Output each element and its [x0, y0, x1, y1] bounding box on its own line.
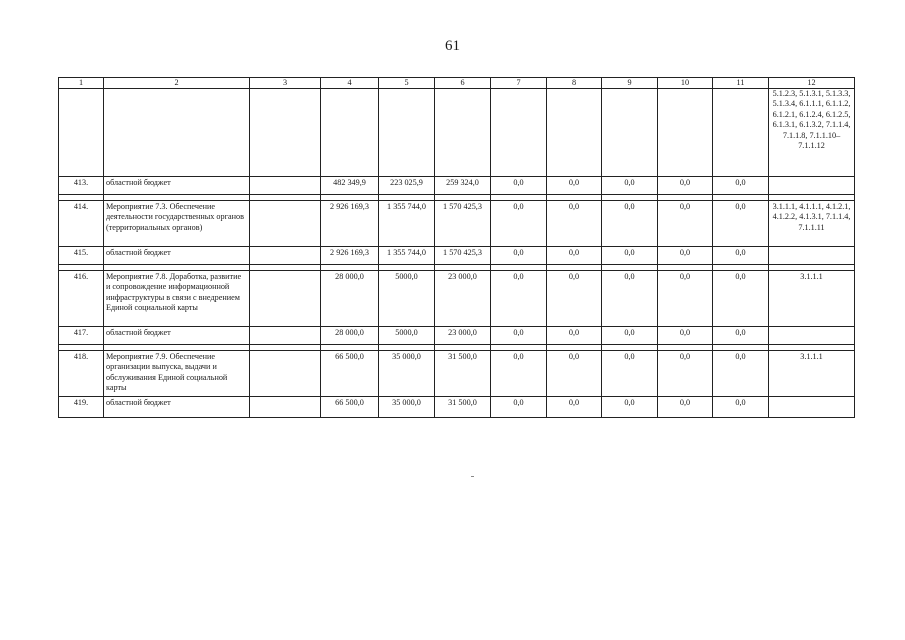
cell-col8: 0,0	[547, 397, 602, 418]
row-number: 416.	[59, 271, 104, 327]
cell-col9: 0,0	[602, 201, 658, 247]
row-name: Мероприятие 7.8. Доработка, развитие и сопровождение информационной инфраструктуры в связи с внедрением Единой социальной карты	[104, 271, 250, 327]
cell-col8: 0,0	[547, 247, 602, 265]
budget-table	[58, 77, 855, 418]
cell-col10: 0,0	[658, 351, 713, 397]
cell-col8: 0,0	[547, 201, 602, 247]
cell-col6: 31 500,0	[435, 351, 491, 397]
cell-col11: 0,0	[713, 247, 769, 265]
cell-col10: 0,0	[658, 397, 713, 418]
cell-col8: 0,0	[547, 351, 602, 397]
cell-col7: 0,0	[491, 351, 547, 397]
cell-col6: 1 570 425,3	[435, 247, 491, 265]
cell-col10: 0,0	[658, 327, 713, 345]
cell-total: 28 000,0	[321, 327, 379, 345]
row-number: 413.	[59, 177, 104, 195]
row-number: 417.	[59, 327, 104, 345]
cell-total: 66 500,0	[321, 351, 379, 397]
header-cell: 5	[379, 78, 435, 89]
header-cell: 12	[769, 78, 855, 89]
cell-col11: 0,0	[713, 271, 769, 327]
cell-refs: 3.1.1.1	[769, 351, 855, 397]
cell-col9: 0,0	[602, 177, 658, 195]
cell-total: 66 500,0	[321, 397, 379, 418]
cell-col8: 0,0	[547, 177, 602, 195]
cell-col3	[250, 271, 321, 327]
header-cell: 7	[491, 78, 547, 89]
cell-refs: 3.1.1.1, 4.1.1.1, 4.1.2.1, 4.1.2.2, 4.1.3.1, 7.1.1.4, 7.1.1.11	[769, 201, 855, 247]
cell-col6: 259 324,0	[435, 177, 491, 195]
header-cell: 9	[602, 78, 658, 89]
cell-col7: 0,0	[491, 247, 547, 265]
header-cell: 4	[321, 78, 379, 89]
row-name: областной бюджет	[104, 177, 250, 195]
cell-col9: 0,0	[602, 271, 658, 327]
cell-col3	[250, 351, 321, 397]
row-name: областной бюджет	[104, 327, 250, 345]
cell-col7: 0,0	[491, 271, 547, 327]
cell-col11: 0,0	[713, 397, 769, 418]
table-row	[59, 201, 855, 247]
cell-col5: 35 000,0	[379, 397, 435, 418]
cell-total: 2 926 169,3	[321, 247, 379, 265]
cell-total: 28 000,0	[321, 271, 379, 327]
table-row	[59, 327, 855, 345]
table-row	[59, 397, 855, 418]
cell-col5: 5000,0	[379, 271, 435, 327]
cell-total: 482 349,9	[321, 177, 379, 195]
cell-col9: 0,0	[602, 351, 658, 397]
cell-col9: 0,0	[602, 247, 658, 265]
header-cell: 6	[435, 78, 491, 89]
continuation-refs: 5.1.2.3, 5.1.3.1, 5.1.3.3, 5.1.3.4, 6.1.1.1, 6.1.1.2, 6.1.2.1, 6.1.2.4, 6.1.2.5, 6.1.3.1, 6.1.3.2, 7.1.1.4, 7.1.1.8, 7.1.1.10–7.1.1.12	[769, 89, 855, 177]
cell-col9: 0,0	[602, 397, 658, 418]
cell-col7: 0,0	[491, 327, 547, 345]
cell-col7: 0,0	[491, 397, 547, 418]
table-row	[59, 351, 855, 397]
cell-col11: 0,0	[713, 177, 769, 195]
cell-refs	[769, 327, 855, 345]
cell-col5: 35 000,0	[379, 351, 435, 397]
cell-col7: 0,0	[491, 201, 547, 247]
row-name: областной бюджет	[104, 247, 250, 265]
header-cell: 1	[59, 78, 104, 89]
cell-refs: 3.1.1.1	[769, 271, 855, 327]
cell-col11: 0,0	[713, 327, 769, 345]
scan-speck	[471, 476, 474, 477]
cell-col3	[250, 327, 321, 345]
table-row	[59, 247, 855, 265]
row-number: 414.	[59, 201, 104, 247]
cell-col10: 0,0	[658, 177, 713, 195]
cell-col3	[250, 397, 321, 418]
row-number: 415.	[59, 247, 104, 265]
header-cell: 8	[547, 78, 602, 89]
cell-col5: 5000,0	[379, 327, 435, 345]
cell-col8: 0,0	[547, 327, 602, 345]
cell-col6: 31 500,0	[435, 397, 491, 418]
cell-refs	[769, 177, 855, 195]
cell-col6: 23 000,0	[435, 271, 491, 327]
cell-col6: 23 000,0	[435, 327, 491, 345]
page-number: 61	[445, 38, 460, 54]
cell-col10: 0,0	[658, 271, 713, 327]
row-number: 418.	[59, 351, 104, 397]
header-cell: 2	[104, 78, 250, 89]
row-name: областной бюджет	[104, 397, 250, 418]
row-number: 419.	[59, 397, 104, 418]
cell-col3	[250, 201, 321, 247]
table-row	[59, 271, 855, 327]
cell-col11: 0,0	[713, 351, 769, 397]
cell-col3	[250, 247, 321, 265]
cell-col7: 0,0	[491, 177, 547, 195]
cell-refs	[769, 397, 855, 418]
cell-col10: 0,0	[658, 247, 713, 265]
cell-col8: 0,0	[547, 271, 602, 327]
header-row	[59, 78, 855, 89]
header-cell: 10	[658, 78, 713, 89]
header-cell: 3	[250, 78, 321, 89]
cell-col6: 1 570 425,3	[435, 201, 491, 247]
cell-col3	[250, 177, 321, 195]
header-cell: 11	[713, 78, 769, 89]
cell-col5: 223 025,9	[379, 177, 435, 195]
cell-col11: 0,0	[713, 201, 769, 247]
row-name: Мероприятие 7.3. Обеспечение деятельности государственных органов (территориальных органов)	[104, 201, 250, 247]
cell-col5: 1 355 744,0	[379, 201, 435, 247]
cell-col10: 0,0	[658, 201, 713, 247]
cell-refs	[769, 247, 855, 265]
row-name: Мероприятие 7.9. Обеспечение организации выпуска, выдачи и обслуживания Единой социальной карты	[104, 351, 250, 397]
continuation-row	[59, 89, 855, 177]
cell-total: 2 926 169,3	[321, 201, 379, 247]
cell-col9: 0,0	[602, 327, 658, 345]
cell-col5: 1 355 744,0	[379, 247, 435, 265]
table-row	[59, 177, 855, 195]
